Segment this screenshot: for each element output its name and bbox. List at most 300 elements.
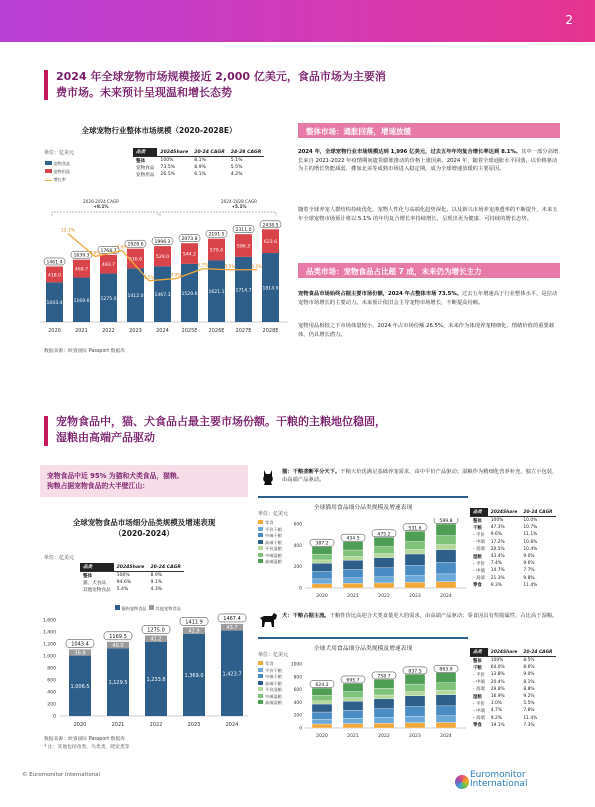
y-tick-label: 0 — [53, 714, 56, 720]
segment-bar — [312, 695, 332, 701]
supplies-value: 418.0 — [47, 273, 62, 279]
table-row — [470, 524, 556, 531]
food-value: 1043.4 — [46, 301, 63, 307]
total-value: 1928.6 — [127, 242, 144, 248]
table-row — [470, 546, 556, 553]
segment-bar — [343, 724, 363, 728]
total-value: 1169.5 — [109, 633, 127, 640]
segment-bar — [436, 536, 456, 545]
dog-icon — [258, 612, 278, 628]
section1-title-line2: 费市场。未来预计呈现温和增长态势 — [56, 86, 232, 99]
segment-bar — [312, 712, 332, 719]
legend-label: 平价湿粮 — [265, 546, 282, 551]
cat-icon — [260, 468, 276, 486]
food-value: 1714.7 — [235, 288, 252, 294]
segment-bar — [374, 699, 394, 709]
main-value: 1,006.5 — [70, 683, 90, 690]
main-value: 1,369.0 — [184, 672, 204, 679]
table-row — [470, 539, 556, 546]
supplies-value: 493.7 — [101, 263, 116, 269]
table-cell: 43.4% — [490, 554, 505, 560]
legend-food-swatch — [45, 161, 52, 165]
y-tick-label: 1,200 — [42, 642, 56, 648]
table-row — [470, 657, 556, 665]
table-row — [470, 560, 556, 567]
y-tick-label: 400 — [47, 690, 56, 696]
chart1-source: 数据来源：欧睿国际 Passport 数据库 — [44, 349, 126, 354]
food-value: 1275.0 — [100, 296, 117, 302]
segment-bar — [436, 562, 456, 574]
x-tick-label: 2026E — [208, 328, 225, 334]
table-cell: 7.4% — [490, 561, 502, 567]
other-value: 36.9 — [74, 650, 86, 657]
legend-swatch — [258, 681, 263, 685]
growth-label: 5.5% — [224, 264, 236, 270]
table-cell: 干粮 — [473, 525, 482, 531]
table-row — [470, 693, 556, 700]
segment-bar — [405, 582, 425, 588]
segment-bar — [405, 716, 425, 722]
cagr1-label: 2020-2024 CAGR — [82, 199, 120, 204]
table-row: 宠物用品 26.5% 6.1% 4.2% — [136, 172, 243, 178]
total-value: 1411.9 — [185, 619, 203, 626]
food-value: 1621.1 — [208, 290, 225, 296]
total-value: 387.2 — [315, 541, 329, 547]
total-value: 758.7 — [377, 674, 391, 680]
segment-bar — [436, 574, 456, 582]
total-value: 863.9 — [439, 667, 453, 673]
table-cell: - 高端 — [473, 687, 485, 693]
food-value: 1412.0 — [127, 294, 144, 300]
panel1-p1-bold: 2024 年，全球宠物行业市场规模达到 1,996 亿美元，过去五年年均复合增长率达到 8.1%。 — [298, 149, 522, 155]
table-row — [470, 707, 556, 714]
legend-growth-label: 增长率 — [53, 177, 66, 182]
segment-bar — [343, 550, 363, 556]
total-value: 1275.0 — [147, 627, 165, 634]
cat-chart-plot — [288, 518, 468, 600]
segment-bar — [374, 709, 394, 718]
dog-chart-plot — [288, 658, 468, 743]
table-cell: 整体 — [473, 518, 482, 524]
y-tick-label: 400 — [293, 700, 302, 706]
cagr1-bracket — [52, 212, 158, 216]
table-cell: 29.8% — [490, 686, 505, 692]
total-value: 1043.4 — [71, 641, 89, 648]
table-cell: 20.4% — [490, 679, 505, 685]
segment-bar — [436, 550, 456, 563]
panel1-paragraph1 — [298, 148, 560, 174]
x-tick-label: 2024 — [440, 594, 452, 599]
legend-label: 中端干粮 — [265, 674, 282, 679]
food-value: 1467.3 — [154, 293, 171, 299]
segment-bar — [343, 569, 363, 577]
segment-bar — [405, 554, 425, 565]
y-tick-label: 600 — [293, 688, 302, 694]
legend-label: 中端干粮 — [265, 533, 282, 538]
table-cell: 3.0% — [490, 701, 502, 707]
x-tick-label: 2024 — [225, 722, 239, 728]
chart2-title — [40, 517, 248, 539]
segment-bar — [374, 558, 394, 568]
table-header: 24-28 CAGR — [228, 148, 265, 157]
legend-label: 中端湿粮 — [265, 552, 282, 558]
callout-line2: 狗粮占据宠物食品的大半壁江山： — [47, 482, 149, 490]
y-tick-label: 600 — [293, 522, 302, 528]
section2-title-line1: 宠物食品中，猫、犬食品占最主要市场份额。干粮的主粮地位稳固， — [56, 415, 386, 428]
main-value: 1,129.5 — [108, 680, 128, 687]
table-cell: 11.4% — [523, 715, 538, 721]
segment-bar — [374, 568, 394, 577]
cagr1 — [66, 199, 136, 209]
segment-bar — [436, 722, 456, 728]
growth-label: 7.9% — [89, 251, 101, 257]
supplies-value: 623.6 — [263, 240, 278, 246]
left-panel-callout — [40, 465, 248, 497]
legend-label: 中端湿粮 — [265, 693, 282, 699]
legend-swatch — [258, 553, 263, 557]
legend-label: 零食 — [265, 661, 274, 666]
top-banner — [0, 0, 595, 42]
cagr2 — [204, 199, 274, 209]
segment-bar — [343, 698, 363, 702]
legend-swatch — [258, 533, 263, 537]
supplies-value: 596.3 — [236, 244, 251, 250]
legend-supplies-swatch — [45, 169, 52, 173]
total-value: 1768.7 — [100, 248, 117, 254]
legend-other-label: 其他宠物食品 — [155, 606, 181, 611]
x-tick-label: 2021 — [75, 328, 88, 334]
table-cell: - 平价 — [473, 561, 485, 567]
section-marker — [44, 416, 48, 446]
table-cell: - 中端 — [473, 680, 485, 686]
cat-desc-rest: 干粮大价优满足基础养宠需求，由中平价产品驱动；湿粮作为精细化营养补充，独立小包装，由高端产品驱动。 — [282, 469, 558, 483]
logo-line2: International — [470, 779, 528, 789]
table-cell: 10.7% — [523, 525, 538, 531]
dog-chart-title: 全球犬用食品细分品类规模及增速表现 — [313, 646, 413, 652]
table-cell: 11.4% — [523, 582, 538, 588]
table-cell: 4.7% — [490, 708, 502, 714]
legend-swatch — [258, 540, 263, 544]
cat-divider — [258, 496, 468, 498]
x-tick-label: 2028E — [262, 328, 279, 334]
other-value: 42.9 — [188, 628, 200, 635]
chart2-legend — [115, 605, 181, 612]
segment-bar — [374, 695, 394, 699]
legend-main-label: 猫狗宠物食品 — [121, 606, 147, 611]
table-cell: - 中端 — [473, 568, 485, 574]
table-cell: 13.8% — [490, 672, 505, 678]
segment-bar — [405, 707, 425, 717]
chart1-summary-table — [133, 148, 264, 179]
growth-label: 5.5% — [251, 264, 263, 270]
table-header: 2024Share — [488, 508, 521, 517]
logo-line1: Euromonitor — [470, 770, 526, 780]
section2-title-line2: 湿粮由高端产品驱动 — [56, 431, 155, 444]
total-value: 695.7 — [346, 678, 360, 684]
growth-label: 12.1% — [61, 228, 75, 234]
table-cell: 17.2% — [490, 539, 505, 545]
x-tick-label: 2020 — [48, 328, 61, 334]
segment-bar — [343, 701, 363, 710]
table-row — [470, 517, 556, 525]
segment-bar — [405, 696, 425, 707]
y-tick-label: 800 — [293, 675, 302, 681]
table-header: 20-24 CAGR — [147, 563, 184, 572]
y-tick-label: 600 — [47, 678, 56, 684]
x-tick-label: 2024 — [440, 734, 452, 739]
table-cell: 14.7% — [490, 568, 505, 574]
legend-swatch — [258, 527, 263, 531]
segment-bar — [312, 688, 332, 695]
table-row: 整体 100% 8.1% 5.1% — [136, 158, 243, 164]
segment-bar — [405, 684, 425, 692]
total-value: 624.3 — [315, 683, 329, 689]
legend-item — [258, 559, 282, 566]
legend-food-label: 宠物食品 — [53, 161, 71, 166]
legend-label: 高端干粮 — [265, 680, 282, 686]
table-header: 20-24 CAGR — [191, 148, 228, 157]
segment-bar — [405, 531, 425, 541]
table-cell: 10.4% — [523, 546, 538, 552]
chart2-summary-table — [80, 563, 184, 594]
legend-main-swatch — [115, 605, 120, 610]
x-tick-label: 2023 — [409, 734, 421, 739]
dog-share-table — [470, 648, 556, 729]
table-header: 品类 — [133, 148, 157, 157]
panel2-paragraph1 — [298, 290, 560, 307]
panel1-header: 整体市场：通胀回落，增速放缓 — [298, 123, 560, 138]
table-cell: 47.3% — [490, 525, 505, 531]
food-value: 1529.6 — [181, 291, 198, 297]
table-cell: 8.6% — [523, 665, 535, 671]
legend-swatch — [258, 520, 263, 524]
y-tick-label: 1,400 — [42, 630, 56, 636]
supplies-value: 570.4 — [209, 248, 224, 254]
table-cell: 9.8% — [523, 575, 535, 581]
other-value: 43.7 — [226, 624, 238, 631]
section-marker — [44, 70, 48, 100]
segment-bar — [312, 701, 332, 704]
legend-label: 高端湿粮 — [265, 700, 282, 705]
x-tick-label: 2021 — [111, 722, 125, 728]
table-row: 整体 100% 8.9% — [83, 573, 163, 579]
legend-swatch — [258, 559, 263, 563]
food-value: 1814.9 — [262, 286, 279, 292]
table-header: 品类 — [470, 508, 488, 517]
cat-desc-bold: 猫：干粮垄断平分天下。 — [282, 469, 341, 475]
table-cell: - 平价 — [473, 701, 485, 707]
chart2-plot — [36, 612, 251, 730]
footer-copyright: © Euromonitor International — [22, 772, 101, 778]
table-cell: 9.0% — [523, 554, 535, 560]
panel1-paragraph2: 随着全球养宠人群结构持续优化、宠物人性化与高端化趋势深化，以及新兴市场养宠渗透率的不断提升，未来五年全球宠物市场预计将以 5.1% 的年均复合增长率持续增长，呈现出更为健康、可持续的增长态势。 — [298, 207, 558, 222]
panel2-paragraph2: 宠物用品相较之下市场体量较小，2024 年占市场份额 26.5%。未来作为体现养宠精细化、情绪价值的重要载体，仍具增长潜力。 — [298, 323, 555, 338]
table-row — [470, 679, 556, 686]
total-value: 531.6 — [408, 526, 422, 532]
cagr1-value: +8.1% — [93, 204, 109, 209]
segment-bar — [374, 537, 394, 546]
x-tick-label: 2022 — [102, 328, 115, 334]
dog-desc-bold: 犬：干粮占据主流。 — [282, 613, 330, 619]
cat-share-table — [470, 508, 556, 589]
x-tick-label: 2025E — [181, 328, 198, 334]
segment-bar — [312, 704, 332, 712]
chart1-unit: 单位：亿美元 — [44, 150, 75, 156]
segment-bar — [343, 583, 363, 588]
legend-label: 高端干粮 — [265, 539, 282, 545]
supplies-value: 469.7 — [74, 267, 89, 273]
y-tick-label: 0 — [299, 726, 302, 732]
table-cell: 10.0% — [523, 518, 538, 524]
cat-description — [282, 468, 562, 484]
total-value: 1467.4 — [223, 615, 241, 622]
dog-legend — [258, 661, 282, 707]
segment-bar — [343, 556, 363, 560]
x-tick-label: 2022 — [378, 734, 390, 739]
y-tick-label: 200 — [293, 565, 302, 571]
table-cell: 8.5% — [523, 658, 535, 664]
segment-bar — [374, 577, 394, 583]
table-cell: 64.0% — [490, 665, 505, 671]
main-value: 1,233.8 — [146, 676, 166, 683]
table-cell: 9.0% — [523, 672, 535, 678]
table-cell: 8.8% — [523, 686, 535, 692]
y-tick-label: 800 — [47, 666, 56, 672]
segment-bar — [374, 554, 394, 558]
y-tick-label: 1,000 — [42, 654, 56, 660]
other-value: 40.0 — [112, 642, 124, 649]
cagr2-bracket — [160, 212, 276, 216]
other-value: 41.2 — [150, 636, 162, 643]
dog-chart-unit: 单位：亿美元 — [258, 652, 289, 658]
chart1-title: 全球宠物行业整体市场规模（2020-2028E） — [81, 126, 237, 135]
table-cell: 8.1% — [523, 679, 535, 685]
y-tick-label: 1000 — [290, 662, 302, 668]
legend-swatch — [258, 694, 263, 698]
table-row — [470, 722, 556, 729]
x-tick-label: 2021 — [347, 594, 359, 599]
table-cell: 9.6% — [490, 532, 502, 538]
segment-bar — [405, 549, 425, 554]
x-tick-label: 2023 — [129, 328, 142, 334]
segment-bar — [343, 691, 363, 697]
segment-bar — [405, 723, 425, 728]
segment-bar — [405, 674, 425, 684]
segment-bar — [405, 565, 425, 575]
page-number: 2 — [565, 13, 573, 27]
table-cell: 21.3% — [490, 575, 505, 581]
dog-desc-rest: 干粮性价比高迎合犬类食量更大的需求，由高端产品驱动；零食因具有奖励属性，占比高于湿粮。 — [329, 613, 558, 619]
table-cell: 9.6% — [523, 561, 535, 567]
total-value: 1461.4 — [46, 260, 63, 266]
table-cell: 20.5% — [490, 546, 505, 552]
legend-other-swatch — [149, 605, 154, 610]
legend-label: 高端湿粮 — [265, 559, 282, 564]
table-cell: 19.1% — [490, 722, 505, 728]
table-cell: 零食 — [473, 583, 482, 589]
chart1-plot — [40, 210, 290, 340]
table-cell: 干粮 — [473, 665, 482, 671]
x-tick-label: 2023 — [409, 594, 421, 599]
legend-supplies-label: 宠物用品 — [53, 169, 71, 174]
table-cell: 7.3% — [523, 722, 535, 728]
y-tick-label: 200 — [47, 702, 56, 708]
table-row: 猫、犬食品 94.6% 9.1% — [83, 580, 163, 586]
table-header: 2024Share — [488, 648, 521, 657]
x-tick-label: 2023 — [187, 722, 201, 728]
euromonitor-logo — [470, 771, 527, 789]
total-value: 2073.8 — [181, 237, 198, 243]
table-cell: - 平价 — [473, 672, 485, 678]
legend-label: 零食 — [265, 520, 274, 525]
table-cell: 整体 — [473, 658, 482, 664]
growth-label: 3.9% — [170, 273, 182, 279]
chart2-unit: 单位：亿美元 — [44, 555, 75, 561]
segment-bar — [405, 692, 425, 696]
table-header: 2024Share — [157, 148, 191, 157]
total-value: 599.8 — [439, 519, 453, 525]
legend-swatch — [258, 546, 263, 550]
table-row — [470, 582, 556, 589]
segment-bar — [436, 695, 456, 706]
y-tick-label: 200 — [293, 713, 302, 719]
table-row: 其他宠物食品 5.4% 4.3% — [83, 587, 163, 593]
segment-bar — [312, 554, 332, 560]
table-row — [470, 664, 556, 671]
x-tick-label: 2022 — [149, 722, 163, 728]
table-cell: - 中端 — [473, 540, 485, 546]
chart2-source: 数据来源：欧睿国际 Passport 数据库 — [44, 737, 126, 742]
cat-chart-title: 全球猫用食品细分品类规模及增速表现 — [313, 505, 413, 511]
supplies-value: 544.2 — [182, 252, 197, 258]
segment-bar — [436, 683, 456, 691]
segment-bar — [374, 717, 394, 723]
table-cell: 5.5% — [523, 701, 535, 707]
y-tick-label: 400 — [293, 543, 302, 549]
legend-swatch — [258, 674, 263, 678]
legend-swatch — [258, 700, 263, 704]
dog-divider — [258, 637, 468, 639]
segment-bar — [436, 544, 456, 549]
table-row — [470, 715, 556, 722]
table-cell: 零食 — [473, 723, 482, 729]
x-tick-label: 2020 — [316, 594, 328, 599]
segment-bar — [312, 547, 332, 554]
table-cell: 湿粮 — [473, 694, 482, 700]
table-cell: 9.3% — [490, 582, 502, 588]
table-header: 品类 — [470, 648, 488, 657]
euromonitor-logo-icon — [455, 775, 469, 789]
table-cell: 100% — [490, 518, 504, 524]
table-cell: 100% — [490, 658, 504, 664]
segment-bar — [374, 583, 394, 588]
section1-title — [56, 69, 386, 101]
chart2-note: * 注：其他包括鱼类、鸟类类、爬宠类等 — [44, 745, 130, 750]
segment-bar — [343, 578, 363, 584]
legend-swatch — [258, 687, 263, 691]
segment-bar — [436, 716, 456, 723]
table-header: 20-24 CAGR — [520, 648, 555, 657]
legend-growth-swatch — [45, 180, 52, 181]
table-row — [470, 671, 556, 678]
table-row — [470, 700, 556, 707]
segment-bar — [343, 560, 363, 569]
table-cell: - 高端 — [473, 716, 485, 722]
table-row: 宠物食品 73.5% 8.9% 5.5% — [136, 165, 243, 171]
main-value: 1,423.7 — [222, 671, 242, 678]
segment-bar — [374, 546, 394, 553]
dog-description — [282, 612, 562, 620]
